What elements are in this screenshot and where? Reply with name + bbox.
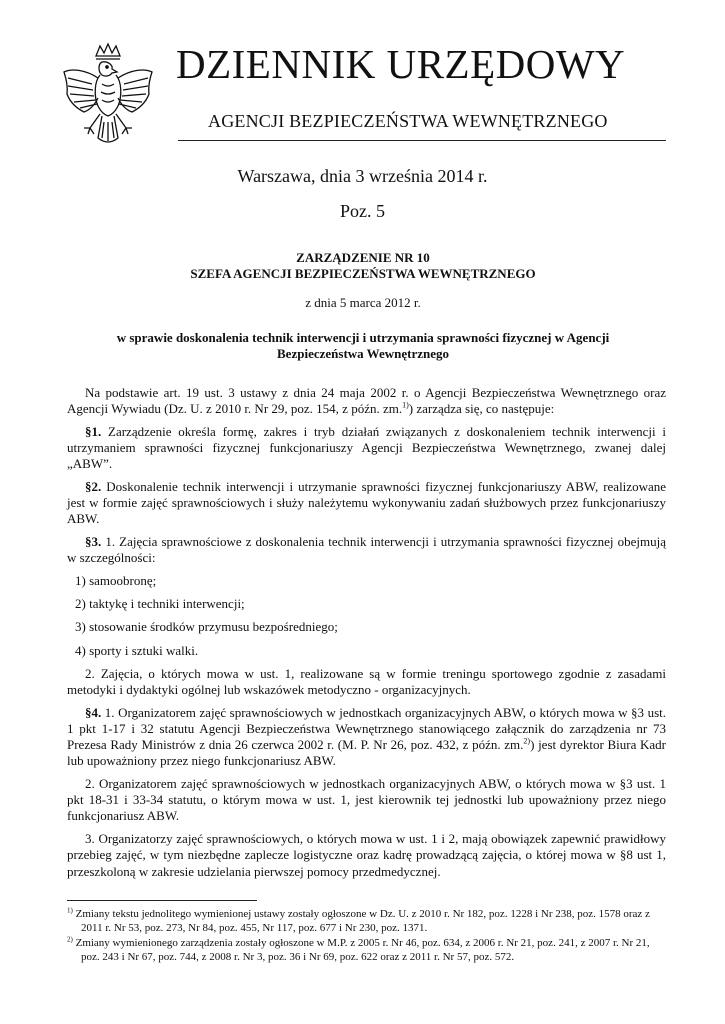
heading-line-2: SZEFA AGENCJI BEZPIECZEŃSTWA WEWNĘTRZNEGO: [190, 266, 536, 281]
position-number: Poz. 5: [340, 201, 385, 221]
section-4-label: §4.: [85, 704, 102, 720]
section-4-paragraph-2: 2. Organizatorem zajęć sprawnościowych w jednostkach organizacyjnych ABW, o których mowa w §3 ust. 1 pkt 18-31 i 33-34 statutu, o którym mowa w ust. 1, jest kierownik tej jednostki lub upoważniony przez niego funkcjonariusz ABW.: [67, 776, 666, 824]
document-date: z dnia 5 marca 2012 r.: [305, 295, 421, 310]
document-heading: [82, 250, 644, 282]
polish-eagle-emblem-icon: [58, 42, 158, 154]
section-1: §1. Zarządzenie określa formę, zakres i tryb działań związanych z doskonaleniem technik interwencji i utrzymaniem sprawności fizycznej funkcjonariuszy Agencji Bezpieczeństwa Wewnętrznego, zwanej dalej „ABW”.: [67, 423, 666, 472]
publication-subtitle: AGENCJI BEZPIECZEŃSTWA WEWNĘTRZNEGO: [208, 111, 608, 131]
subject-line-2: Bezpieczeństwa Wewnętrznego: [277, 346, 449, 361]
heading-line-1: ZARZĄDZENIE NR 10: [296, 250, 430, 265]
section-4-paragraph-3: 3. Organizatorzy zajęć sprawnościowych, o których mowa w ust. 1 i 2, mają obowiązek zapewnić prawidłowy przebieg zajęć, w tym niezbędne zaplecze logistyczne oraz kadrę prowadzącą zajęcia, o której mowa w §8 ust 1, przeszkoloną w zakresie udzielania pierwszej pomocy przedmedycznej.: [67, 831, 666, 879]
section-1-label: §1.: [85, 423, 102, 439]
document-body: [67, 385, 666, 886]
footnote-1: $^{1)}$ Zmiany tekstu jednolitego wymienionej ustawy zostały ogłoszone w Dz. U. z 2010 r. Nr 182, poz. 1228 i Nr 238, poz. 1578 oraz z 2011 r. Nr 53, poz. 273, Nr 84, poz. 455, Nr 117, poz. 677 i Nr 230, poz. 1371.: [67, 906, 650, 934]
section-2-label: §2.: [85, 479, 102, 495]
footnotes: [67, 907, 666, 965]
document-subject: [82, 330, 644, 362]
issue-date: Warszawa, dnia 3 września 2014 r.: [237, 166, 488, 186]
footnote-ref-1: 1): [402, 400, 409, 410]
list-item: 3) stosowanie środków przymusu bezpośredniego;: [75, 619, 338, 635]
list-item: 2) taktykę i techniki interwencji;: [75, 596, 245, 612]
list-item: 1) samoobronę;: [75, 573, 157, 589]
section-3-paragraph-2: 2. Zajęcia, o których mowa w ust. 1, realizowane są w formie treningu sportowego zgodnie z zasadami metodyki i dydaktyki ogólnej lub wskazówek metodyczno - organizacyjnych.: [67, 665, 666, 698]
section-3-label: §3.: [85, 534, 102, 550]
list-item: 4) sporty i sztuki walki.: [75, 642, 199, 658]
publication-title: DZIENNIK URZĘDOWY: [176, 41, 626, 87]
section-4: §4. 1. Organizatorem zajęć sprawnościowych w jednostkach organizacyjnych ABW, o których mowa w §3 ust. 1 pkt 1-17 i 32 statutu Agencji Bezpieczeństwa Wewnętrznego stanowiącego załącznik do zarządzenia nr 73 Prezesa Rady Ministrów z dnia 26 czerwca 2002 r. (M. P. Nr 26, poz. 432, z późn. zm.$^{2)}$) jest dyrektor Biura Kadr lub upoważniony przez niego funkcjonariusz ABW.: [67, 704, 666, 769]
preamble: Na podstawie art. 19 ust. 3 ustawy z dnia 24 maja 2002 r. o Agencji Bezpieczeństwa Wewnętrznego oraz Agencji Wywiadu (Dz. U. z 2010 r. Nr 29, poz. 154, z późn. zm.$^{1)}$) zarządza się, co następuje:: [67, 385, 666, 417]
section-3: §3. 1. Zajęcia sprawnościowe z doskonalenia technik interwencji i utrzymania sprawności fizycznej obejmują w szczególności:: [67, 534, 666, 566]
section-2: §2. Doskonalenie technik interwencji i utrzymanie sprawności fizycznej funkcjonariuszy ABW, realizowane jest w formie zajęć sprawnościowych i służy należytemu wykonywaniu zadań służbowych przez funkcjonariuszy ABW.: [67, 479, 666, 527]
masthead-divider: [178, 140, 666, 141]
footnote-2: $^{2)}$ Zmiany wymienionego zarządzenia zostały ogłoszone w M.P. z 2005 r. Nr 46, poz. 634, z 2006 r. Nr 21, poz. 241, z 2007 r. Nr 21, poz. 243 i Nr 67, poz. 744, z 2008 r. Nr 3, poz. 36 i Nr 69, poz. 622 oraz z 2011 r. Nr 57, poz. 572.: [67, 935, 650, 963]
footnote-ref-2: 2): [523, 736, 531, 746]
subject-line-1: w sprawie doskonalenia technik interwencji i utrzymania sprawności fizycznej w Agencji: [116, 330, 610, 345]
footnote-divider: [67, 900, 257, 901]
